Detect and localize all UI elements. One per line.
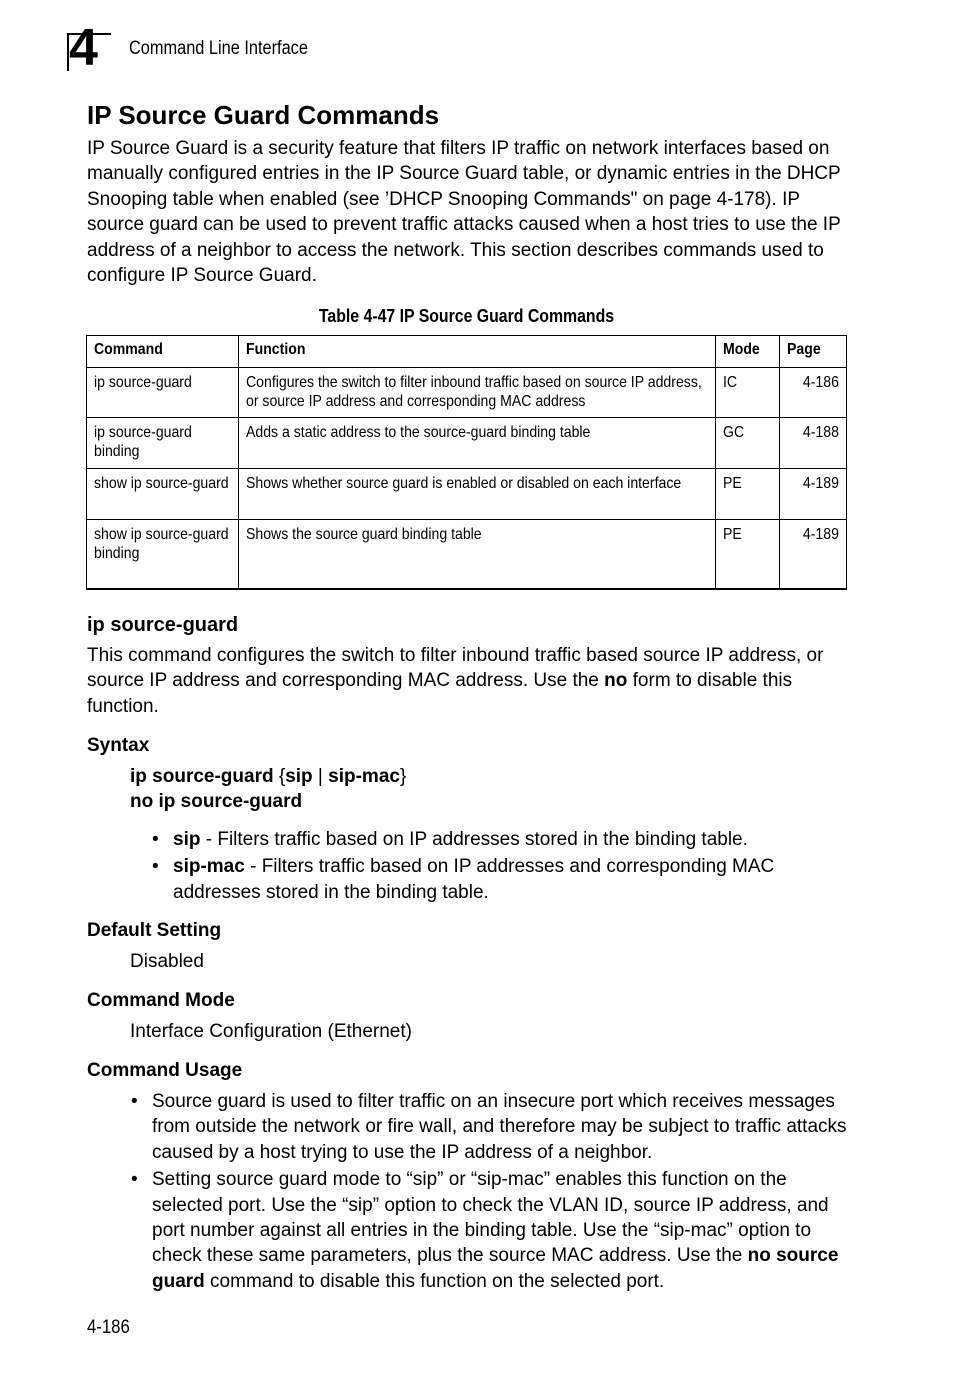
mode-cell: PE	[716, 469, 780, 520]
bullet-icon: •	[152, 829, 159, 850]
command-cell: show ip source-guard	[87, 469, 239, 520]
table-row	[87, 418, 847, 469]
command-mode-heading: Command Mode	[87, 990, 235, 1011]
syntax-line-2: no ip source-guard	[130, 791, 303, 812]
function-cell: Adds a static address to the source-guard binding table	[239, 418, 716, 469]
column-header-command: Command	[87, 336, 239, 368]
page-cell: 4-188	[780, 418, 847, 469]
table-row	[87, 520, 847, 589]
chapter-number: 4	[69, 19, 97, 77]
command-mode-value: Interface Configuration (Ethernet)	[130, 1021, 412, 1042]
running-head: Command Line Interface	[129, 38, 308, 59]
command-cell: ip source-guard	[87, 368, 239, 418]
column-header-function: Function	[239, 336, 716, 368]
default-setting-value: Disabled	[130, 951, 204, 972]
table-row	[87, 368, 847, 418]
list-item: • Setting source guard mode to “sip” or “sip-mac” enables this function on the selected port. Use the “sip” option to check the VLAN ID, source IP address, and port number against all entries in the binding table. Use the “sip-mac” option to check these same parameters, plus the source MAC address. Use the no source guard command to disable this function on the selected port.	[131, 1169, 839, 1292]
command-usage-list	[131, 1089, 852, 1296]
table-row	[87, 469, 847, 520]
command-usage-heading: Command Usage	[87, 1060, 243, 1081]
mode-cell: PE	[716, 520, 780, 589]
section-title: IP Source Guard Commands	[87, 100, 440, 130]
default-setting-heading: Default Setting	[87, 920, 222, 941]
column-header-page: Page	[780, 336, 847, 368]
mode-cell: IC	[716, 368, 780, 418]
bullet-icon: •	[131, 1169, 138, 1191]
list-item: • Source guard is used to filter traffic on an insecure port which receives messages from outside the network or fire wall, and therefore may be subject to traffic attacks caused by a host trying to use the IP address of a neighbor.	[131, 1091, 847, 1163]
syntax-heading: Syntax	[87, 735, 150, 756]
section-intro: IP Source Guard is a security feature that filters IP traffic on network interfaces based on manually configured entries in the IP Source Guard table, or dynamic entries in the DHCP Snooping table when enabled (see ’DHCP Snooping Commands" on page 4-178). IP source guard can be used to prevent traffic attacks caused when a host tries to use the IP address of a neighbor to access the network. This section describes commands used to configure IP Source Guard.	[87, 138, 841, 287]
list-item: • sip - Filters traffic based on IP addresses stored in the binding table.	[173, 827, 853, 852]
function-cell: Shows the source guard binding table	[239, 520, 716, 589]
column-header-mode: Mode	[716, 336, 780, 368]
table-header-row	[87, 336, 847, 368]
table-caption: Table 4-47 IP Source Guard Commands	[318, 306, 615, 326]
bullet-icon: •	[152, 856, 159, 878]
command-cell: show ip source-guard binding	[87, 520, 239, 589]
function-cell: Configures the switch to filter inbound traffic based on source IP address, or source IP address and corresponding MAC address	[239, 368, 716, 418]
syntax-options-list	[152, 827, 853, 907]
page-number: 4-186	[87, 1317, 130, 1338]
commands-table	[86, 335, 847, 590]
function-cell: Shows whether source guard is enabled or disabled on each interface	[239, 469, 716, 520]
command-cell: ip source-guard binding	[87, 418, 239, 469]
bullet-icon: •	[131, 1091, 138, 1112]
page-cell: 4-189	[780, 520, 847, 589]
command-description: This command configures the switch to filter inbound traffic based source IP address, or source IP address and corresponding MAC address. Use the no form to disable this function.	[87, 645, 824, 717]
list-item: • sip-mac - Filters traffic based on IP addresses and corresponding MAC addresses stored in the binding table.	[152, 856, 775, 903]
mode-cell: GC	[716, 418, 780, 469]
page-cell: 4-186	[780, 368, 847, 418]
command-heading: ip source-guard	[87, 614, 239, 636]
page-cell: 4-189	[780, 469, 847, 520]
syntax-line-1: ip source-guard {sip | sip-mac}	[130, 766, 407, 787]
